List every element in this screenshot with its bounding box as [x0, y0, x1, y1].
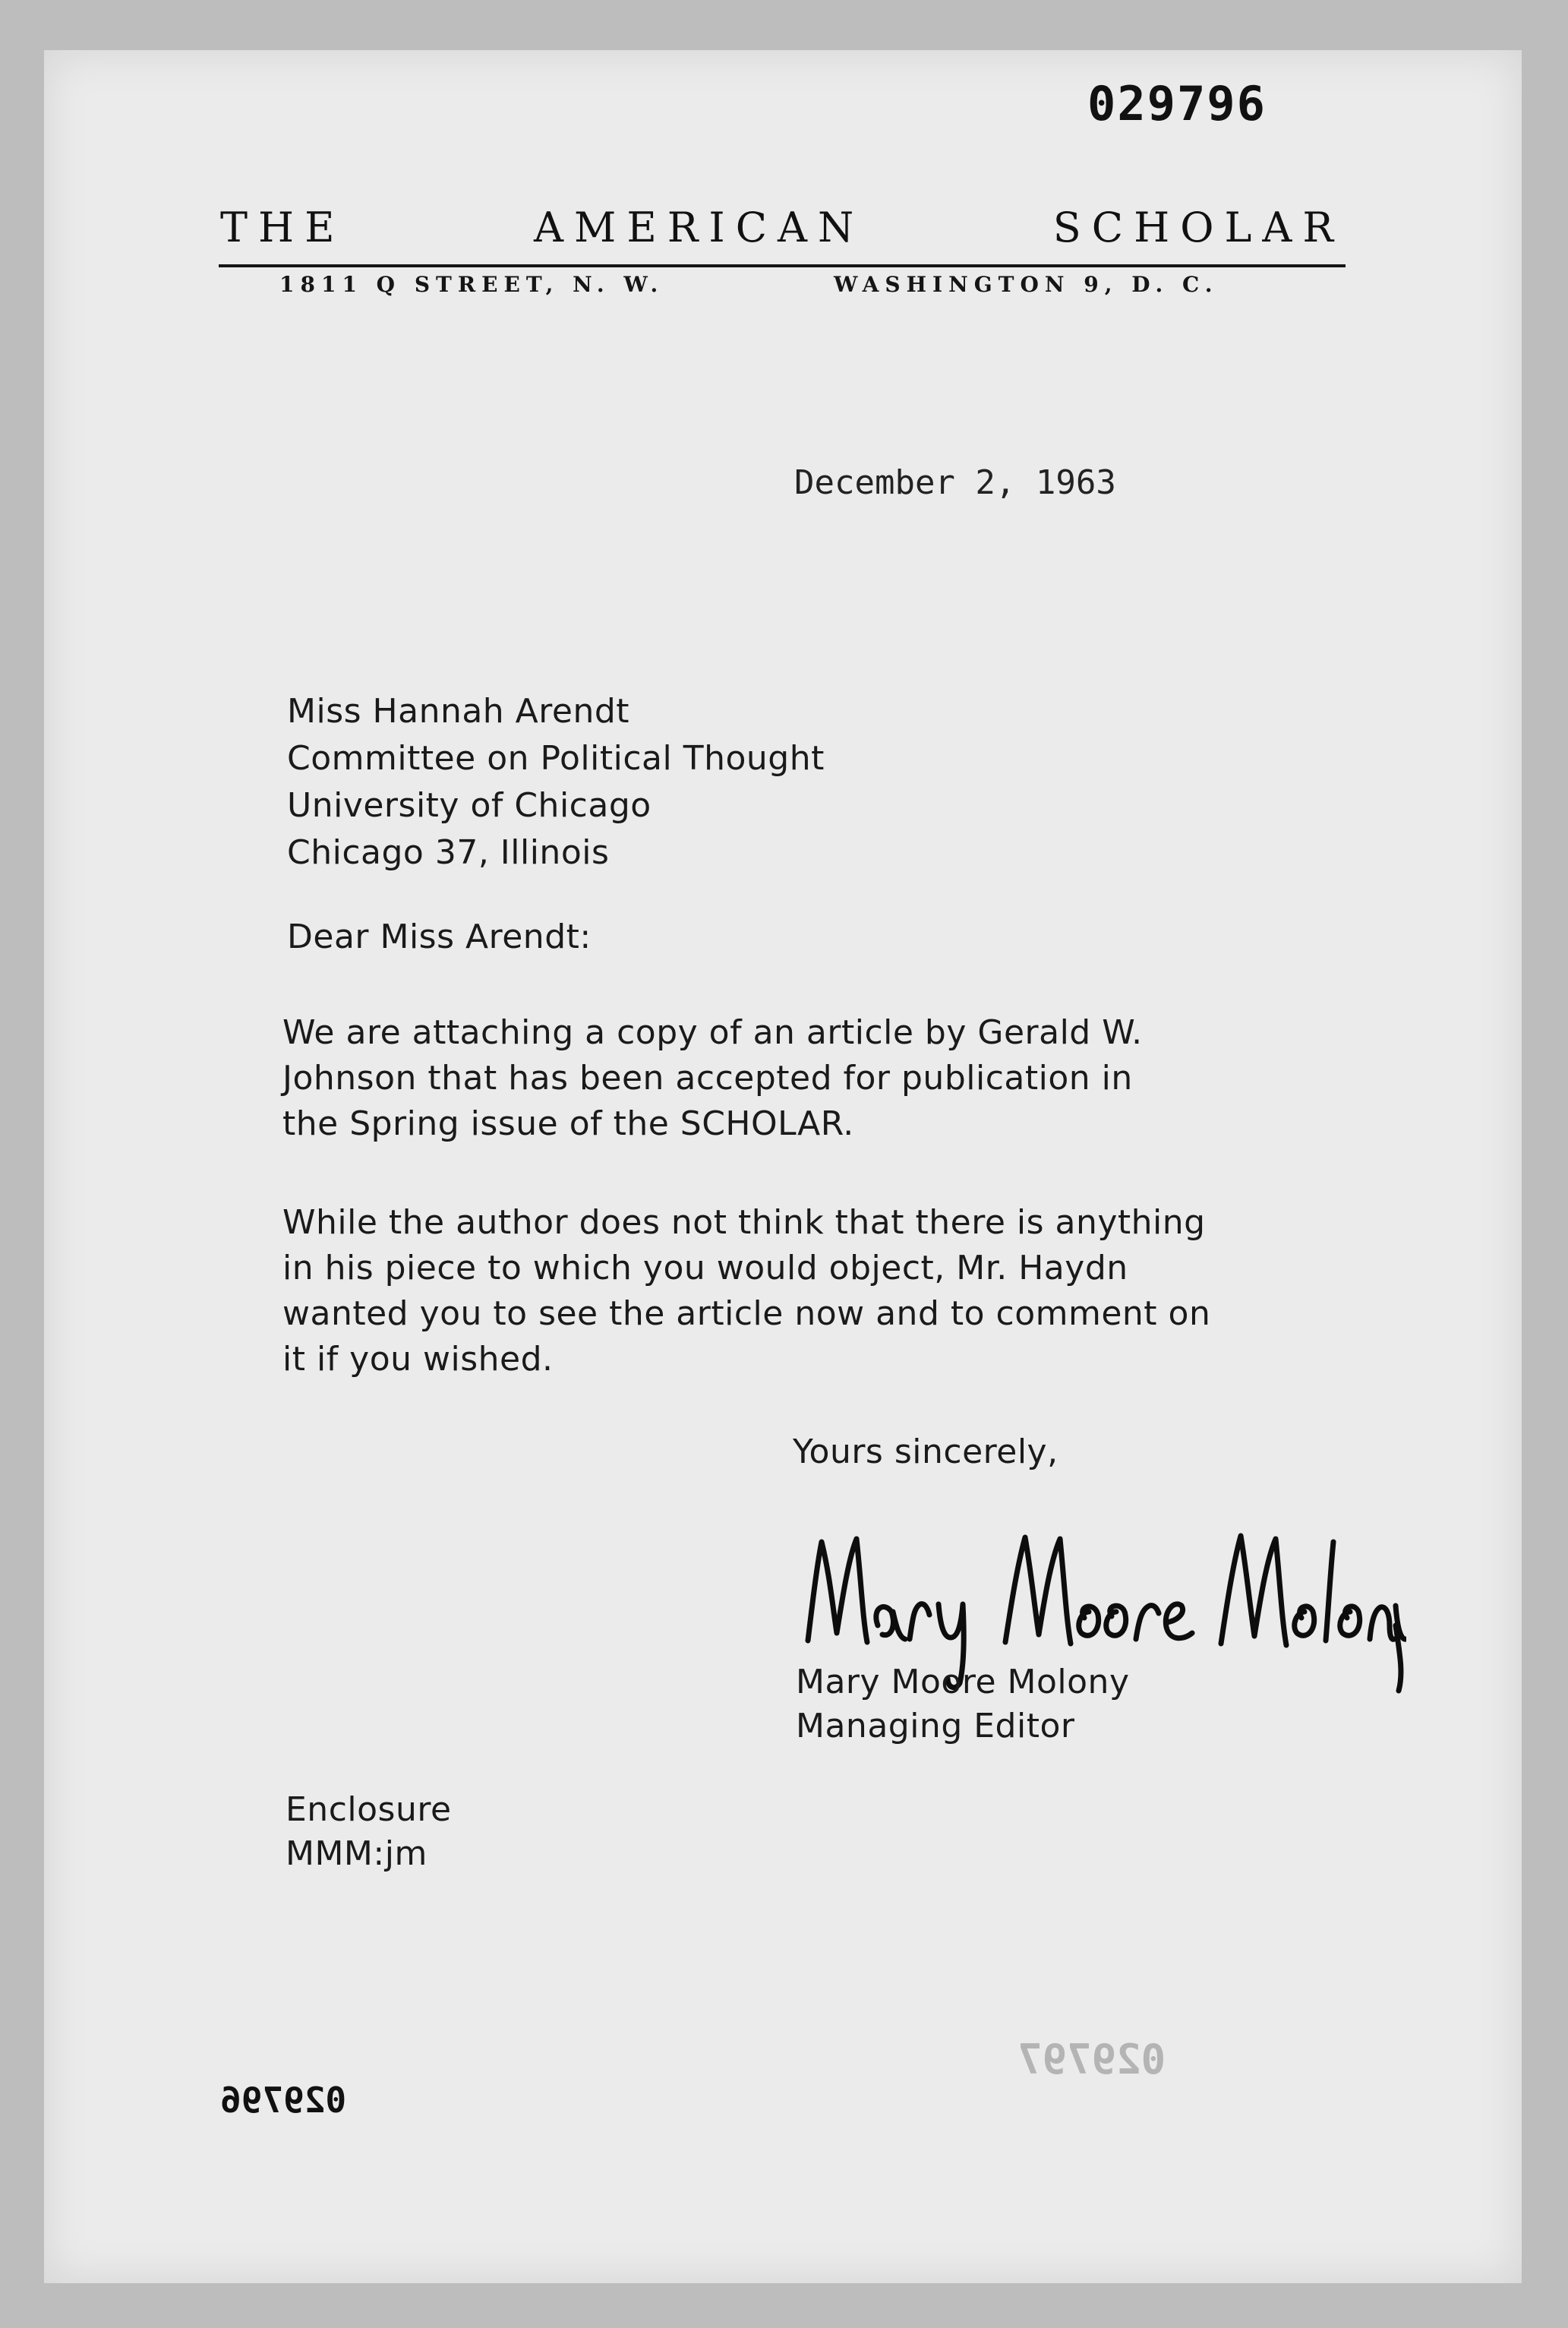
body-paragraph-2 [282, 1200, 1210, 1382]
letter-date: December 2, 1963 [794, 463, 1116, 502]
closing: Yours sincerely, [793, 1432, 1058, 1471]
letterhead-rule [219, 264, 1346, 267]
reference-initials: MMM:jm [286, 1834, 427, 1873]
letter-page [44, 50, 1522, 2283]
paragraph-line: Johnson that has been accepted for publication in [282, 1059, 1133, 1098]
bleed-through-number: 029797 [1017, 2036, 1166, 2083]
recipient-line: Committee on Political Thought [287, 739, 825, 778]
paragraph-line: in his piece to which you would object, Mr. Haydn [282, 1249, 1128, 1287]
recipient-block [287, 688, 825, 877]
recipient-line: University of Chicago [287, 786, 651, 825]
letterhead-title: THE AMERICAN SCHOLAR [220, 204, 1344, 251]
letterhead-address-city: WASHINGTON 9, D. C. [834, 272, 1219, 297]
recipient-line: Miss Hannah Arendt [287, 692, 630, 731]
signer-name: Mary Moore Molony [796, 1663, 1130, 1701]
salutation: Dear Miss Arendt: [287, 918, 592, 956]
body-paragraph-1 [282, 1010, 1143, 1147]
enclosure-block [286, 1788, 452, 1876]
signer-block [796, 1660, 1129, 1748]
paragraph-line: it if you wished. [282, 1340, 554, 1379]
document-id-number: 029796 [1087, 76, 1267, 131]
mirrored-stamp: 029796 [220, 2080, 347, 2121]
enclosure-label: Enclosure [286, 1790, 452, 1829]
letterhead-address-street: 1811 Q STREET, N. W. [279, 272, 664, 297]
recipient-line: Chicago 37, Illinois [287, 833, 610, 872]
paragraph-line: wanted you to see the article now and to comment on [282, 1294, 1211, 1333]
paragraph-line: the Spring issue of the SCHOLAR. [282, 1104, 854, 1143]
paragraph-line: While the author does not think that there is anything [282, 1203, 1206, 1242]
signer-title: Managing Editor [796, 1707, 1075, 1745]
paragraph-line: We are attaching a copy of an article by Gerald W. [282, 1013, 1143, 1052]
